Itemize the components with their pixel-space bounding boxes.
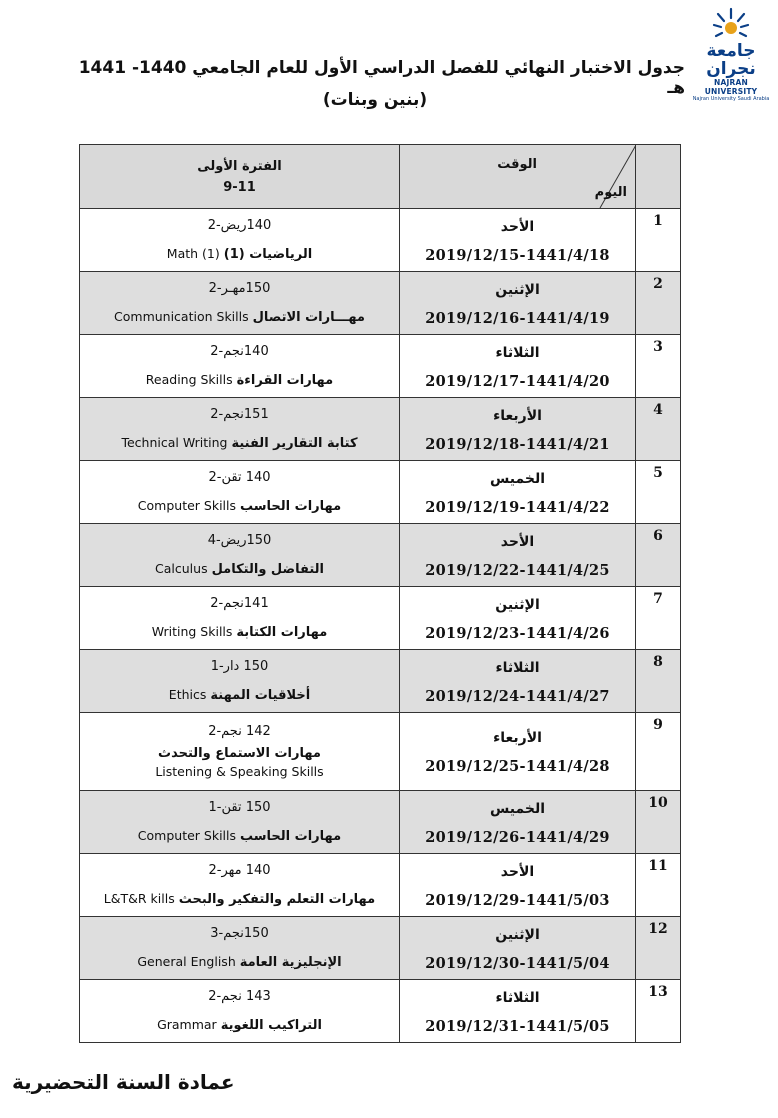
- day-name: الخميس: [489, 470, 546, 487]
- exam-date: 2019/12/31-1441/5/05: [425, 1017, 610, 1035]
- table-row: [80, 854, 681, 917]
- row-number: 5: [636, 461, 681, 524]
- row-number: 1: [636, 209, 681, 272]
- table-row: [80, 917, 681, 980]
- day-name: الأربعاء: [493, 407, 542, 424]
- course-name-ar: كتابة التقارير الفنية: [231, 435, 358, 451]
- course-cell: [80, 335, 400, 398]
- course-code: 142 نجم-2: [208, 723, 271, 739]
- course-code: 140 تقن-2: [208, 469, 271, 485]
- course-code: 151نجم-2: [210, 406, 269, 422]
- day-date-cell: [400, 398, 636, 461]
- day-name: الثلاثاء: [495, 659, 540, 676]
- exam-date: 2019/12/25-1441/4/28: [425, 758, 610, 775]
- course-cell: [80, 791, 400, 854]
- day-date-cell: [400, 587, 636, 650]
- day-name: الإثنين: [495, 926, 540, 943]
- day-date-cell: [400, 650, 636, 713]
- day-date-cell: [400, 461, 636, 524]
- day-name: الخميس: [489, 800, 546, 817]
- course-name-en: Ethics: [168, 686, 207, 702]
- table-row: [80, 272, 681, 335]
- course-name-ar: مهارات الكتابة: [236, 624, 328, 640]
- course-name-ar: أخلاقيات المهنة: [210, 687, 311, 703]
- header-day-time-cell: [400, 145, 636, 209]
- course-cell: [80, 980, 400, 1043]
- day-date-cell: [400, 713, 636, 791]
- table-row: [80, 980, 681, 1043]
- course-cell: [80, 209, 400, 272]
- course-name-ar: مهارات الاستماع والتحدث: [158, 745, 321, 761]
- row-number: 11: [636, 854, 681, 917]
- course-name-en: Writing Skills: [151, 623, 233, 639]
- day-name: الأحد: [500, 533, 535, 550]
- table-row: [80, 461, 681, 524]
- course-code: 140نجم-2: [210, 343, 269, 359]
- exam-date: 2019/12/29-1441/5/03: [425, 891, 610, 909]
- exam-date: 2019/12/18-1441/4/21: [425, 435, 610, 453]
- day-date-cell: [400, 272, 636, 335]
- table-row: [80, 209, 681, 272]
- header-number-cell: [636, 145, 681, 209]
- day-date-cell: [400, 980, 636, 1043]
- course-name-en: Computer Skills: [137, 827, 237, 843]
- course-name-en: Grammar: [157, 1016, 217, 1032]
- course-code: 141نجم-2: [210, 595, 269, 611]
- header-period-cell: [80, 145, 400, 209]
- day-date-cell: [400, 791, 636, 854]
- table-row: [80, 650, 681, 713]
- course-name-ar: الرياضيات (1): [223, 246, 313, 262]
- header-day-label: اليوم: [594, 185, 627, 200]
- row-number: 13: [636, 980, 681, 1043]
- course-code: 140 مهر-2: [208, 862, 271, 878]
- table-row: [80, 524, 681, 587]
- row-number: 4: [636, 398, 681, 461]
- course-name-en: Listening & Speaking Skills: [155, 763, 324, 779]
- course-cell: [80, 461, 400, 524]
- course-code: 140ريض-2: [207, 217, 272, 233]
- course-name-ar: مهارات الحاسب: [240, 828, 342, 844]
- day-name: الأربعاء: [493, 730, 542, 746]
- header-time-range: 9-11: [223, 179, 256, 195]
- course-code: 150 دار-1: [210, 658, 269, 674]
- exam-date: 2019/12/16-1441/4/19: [425, 309, 610, 327]
- row-number: 10: [636, 791, 681, 854]
- page-subtitle: (بنين وبنات): [322, 90, 428, 110]
- university-logo: [688, 6, 774, 102]
- exam-date: 2019/12/22-1441/4/25: [425, 561, 610, 579]
- course-code: 143 نجم-2: [208, 988, 271, 1004]
- course-cell: [80, 587, 400, 650]
- course-cell: [80, 524, 400, 587]
- day-name: الثلاثاء: [495, 344, 540, 361]
- course-cell: [80, 713, 400, 791]
- course-cell: [80, 398, 400, 461]
- course-name-ar: الإنجليزية العامة: [239, 954, 342, 970]
- course-cell: [80, 854, 400, 917]
- course-cell: [80, 272, 400, 335]
- course-cell: [80, 650, 400, 713]
- course-name-en: Math (1): [166, 245, 220, 261]
- day-date-cell: [400, 917, 636, 980]
- logo-subtitle: Najran University Saudi Arabia: [692, 96, 770, 102]
- exam-date: 2019/12/17-1441/4/20: [425, 372, 610, 390]
- row-number: 2: [636, 272, 681, 335]
- course-code: 150ريض-4: [207, 532, 272, 548]
- course-code: 150 تقن-1: [208, 799, 271, 815]
- day-date-cell: [400, 209, 636, 272]
- table-header-row: [80, 145, 681, 209]
- day-name: الأحد: [500, 218, 535, 235]
- course-name-ar: التراكيب اللغوية: [220, 1017, 322, 1033]
- header-period-label: الفترة الأولى: [197, 158, 282, 174]
- course-name-ar: التفاضل والتكامل: [211, 561, 324, 577]
- sun-emblem-icon: [712, 6, 750, 40]
- page-title: جدول الاختبار النهائي للفصل الدراسي الأول للعام الجامعي 1440- 1441 هـ: [78, 58, 685, 98]
- day-name: الثلاثاء: [495, 989, 540, 1006]
- table-row: [80, 713, 681, 791]
- course-name-ar: مهـــارات الاتصال: [252, 309, 365, 325]
- day-name: الإثنين: [495, 596, 540, 613]
- logo-english-name: NAJRAN UNIVERSITY: [704, 78, 758, 96]
- course-code: 150مهـر-2: [208, 280, 271, 296]
- header-time-label: الوقت: [497, 157, 537, 172]
- row-number: 9: [636, 713, 681, 791]
- course-name-ar: مهارات الحاسب: [240, 498, 342, 514]
- logo-arabic-name: جامعة نجران: [706, 41, 756, 79]
- day-name: الإثنين: [495, 281, 540, 298]
- day-date-cell: [400, 335, 636, 398]
- course-name-en: Reading Skills: [145, 371, 233, 387]
- row-number: 7: [636, 587, 681, 650]
- table-row: [80, 791, 681, 854]
- exam-date: 2019/12/30-1441/5/04: [425, 954, 610, 972]
- course-name-ar: مهارات القراءة: [236, 372, 334, 388]
- day-date-cell: [400, 524, 636, 587]
- day-date-cell: [400, 854, 636, 917]
- course-name-en: L&T&R kills: [103, 890, 175, 906]
- exam-date: 2019/12/19-1441/4/22: [425, 498, 610, 516]
- course-name-en: Computer Skills: [137, 497, 237, 513]
- course-name-en: Technical Writing: [121, 434, 228, 450]
- day-name: الأحد: [500, 863, 535, 880]
- exam-date: 2019/12/15-1441/4/18: [425, 246, 610, 264]
- table-row: [80, 335, 681, 398]
- course-name-ar: مهارات التعلم والتفكير والبحث: [178, 891, 376, 907]
- exam-date: 2019/12/26-1441/4/29: [425, 828, 610, 846]
- deanship-signature: عمادة السنة التحضيرية: [12, 1070, 235, 1094]
- course-name-en: Calculus: [155, 560, 208, 576]
- row-number: 3: [636, 335, 681, 398]
- table-row: [80, 398, 681, 461]
- row-number: 6: [636, 524, 681, 587]
- table-row: [80, 587, 681, 650]
- exam-schedule-table: [79, 144, 681, 1043]
- course-name-en: General English: [137, 953, 236, 969]
- course-name-en: Communication Skills: [114, 308, 249, 324]
- exam-date: 2019/12/23-1441/4/26: [425, 624, 610, 642]
- exam-date: 2019/12/24-1441/4/27: [425, 687, 610, 705]
- row-number: 8: [636, 650, 681, 713]
- course-cell: [80, 917, 400, 980]
- course-code: 150نجم-3: [210, 925, 269, 941]
- row-number: 12: [636, 917, 681, 980]
